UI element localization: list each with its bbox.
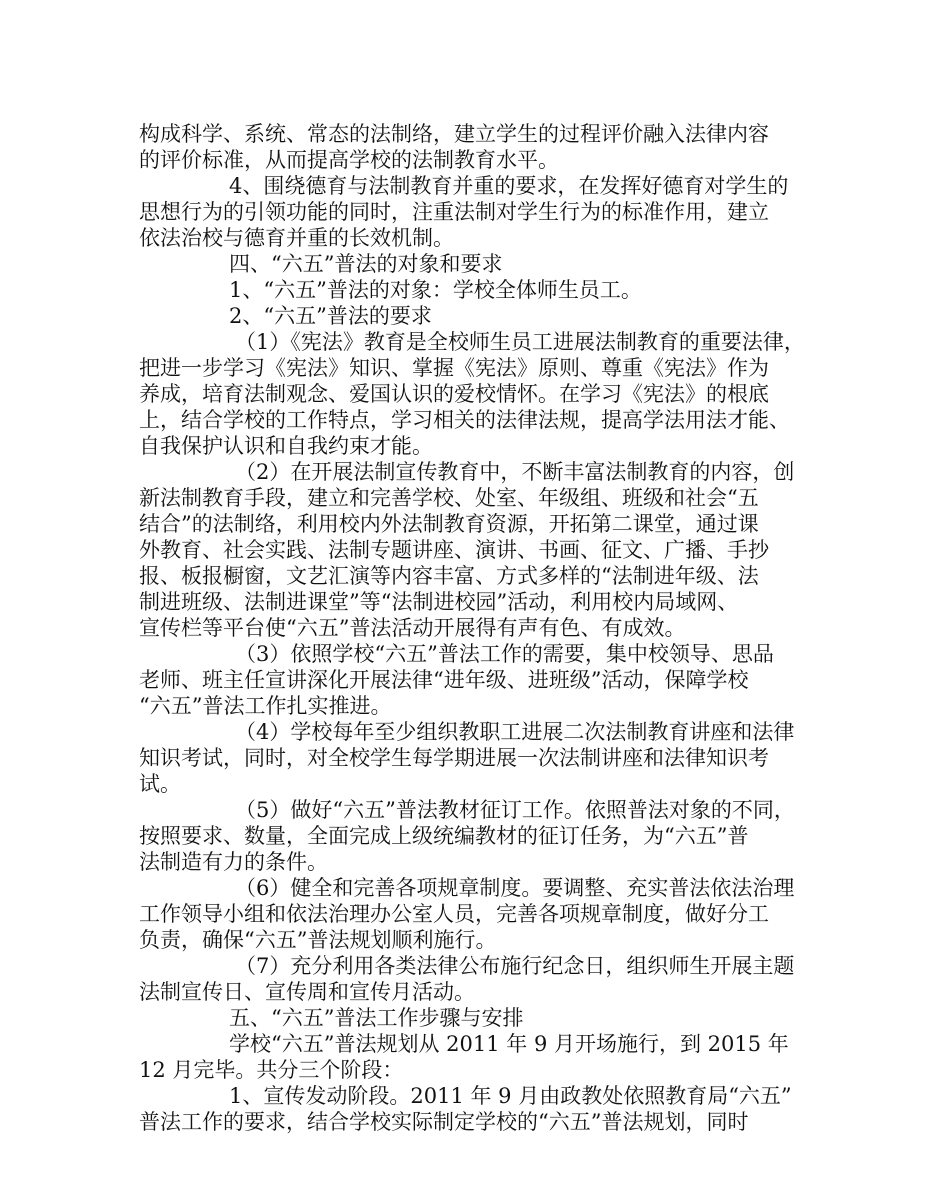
text-line: 学校“六五”普法规划从 2011 年 9 月开场施行，到 2015 年 <box>229 1032 789 1056</box>
text-line: 宣传栏等平台使“六五”普法活动开展得有声有色、有成效。 <box>139 616 686 640</box>
text-line: （7）充分利用各类法律公布施行纪念日，组织师生开展主题 <box>235 954 795 978</box>
text-line: 负责，确保“六五”普法规划顺利施行。 <box>139 928 497 952</box>
text-line: 普法工作的要求，结合学校实际制定学校的“六五”普法规划，同时 <box>139 1110 749 1134</box>
text-line: 报、板报橱窗，文艺汇演等内容丰富、方式多样的“法制进年级、法 <box>139 564 759 588</box>
text-line: 试。 <box>139 772 181 796</box>
text-line: 2、“六五”普法的要求 <box>229 304 432 328</box>
text-line: 知识考试，同时，对全校学生每学期进展一次法制讲座和法律知识考 <box>139 746 769 770</box>
text-line: 1、宣传发动阶段。2011 年 9 月由政教处依照教育局“六五” <box>229 1084 792 1108</box>
text-line: 4、围绕德育与法制教育并重的要求，在发挥好德育对学生的 <box>229 174 789 198</box>
text-line: （3）依照学校“六五”普法工作的需要，集中校领导、思品 <box>235 642 774 666</box>
text-line: 构成科学、系统、常态的法制络，建立学生的过程评价融入法律内容 <box>139 122 769 146</box>
text-line: （4）学校每年至少组织教职工进展二次法制教育讲座和法律 <box>235 720 795 744</box>
text-line: 四、“六五”普法的对象和要求 <box>229 252 503 276</box>
text-line: 把进一步学习《宪法》知识、掌握《宪法》原则、尊重《宪法》作为 <box>139 356 769 380</box>
text-line: 上，结合学校的工作特点，学习相关的法律法规，提高学法用法才能、 <box>139 408 790 432</box>
text-line: 1、“六五”普法的对象：学校全体师生员工。 <box>229 278 642 302</box>
text-line: 按照要求、数量，全面完成上级统编教材的征订任务，为“六五”普 <box>139 824 749 848</box>
document-body <box>139 121 829 1135</box>
text-line: （6）健全和完善各项规章制度。要调整、充实普法依法治理 <box>235 876 795 900</box>
text-line: （1）《宪法》教育是全校师生员工进展法制教育的重要法律， <box>235 330 805 354</box>
text-line: 五、“六五”普法工作步骤与安排 <box>229 1006 524 1030</box>
text-line: 法制宣传日、宣传周和宣传月活动。 <box>139 980 475 1004</box>
text-line: 老师、班主任宣讲深化开展法律“进年级、进班级”活动，保障学校 <box>139 668 749 692</box>
text-line: 结合”的法制络，利用校内外法制教育资源，开拓第二课堂，通过课 <box>139 512 759 536</box>
text-line: 12 月完毕。共分三个阶段： <box>139 1058 404 1082</box>
text-line: 的评价标准，从而提高学校的法制教育水平。 <box>139 148 559 172</box>
text-line: 制进班级、法制进课堂”等“法制进校园”活动，利用校内局域网、 <box>139 590 739 614</box>
text-line: 养成，培育法制观念、爱国认识的爱校情怀。在学习《宪法》的根底 <box>139 382 769 406</box>
text-line: 新法制教育手段，建立和完善学校、处室、年级组、班级和社会“五 <box>139 486 759 510</box>
text-line: 自我保护认识和自我约束才能。 <box>139 434 433 458</box>
text-line: “六五”普法工作扎实推进。 <box>139 694 392 718</box>
text-line: 工作领导小组和依法治理办公室人员，完善各项规章制度，做好分工 <box>139 902 769 926</box>
text-line: （5）做好“六五”普法教材征订工作。依照普法对象的不同， <box>235 798 795 822</box>
text-line: 思想行为的引领功能的同时，注重法制对学生行为的标准作用，建立 <box>139 200 769 224</box>
text-line: 依法治校与德育并重的长效机制。 <box>139 226 454 250</box>
text-line: 外教育、社会实践、法制专题讲座、演讲、书画、征文、广播、手抄 <box>139 538 769 562</box>
text-line: 法制造有力的条件。 <box>139 850 328 874</box>
text-line: （2）在开展法制宣传教育中，不断丰富法制教育的内容，创 <box>235 460 795 484</box>
